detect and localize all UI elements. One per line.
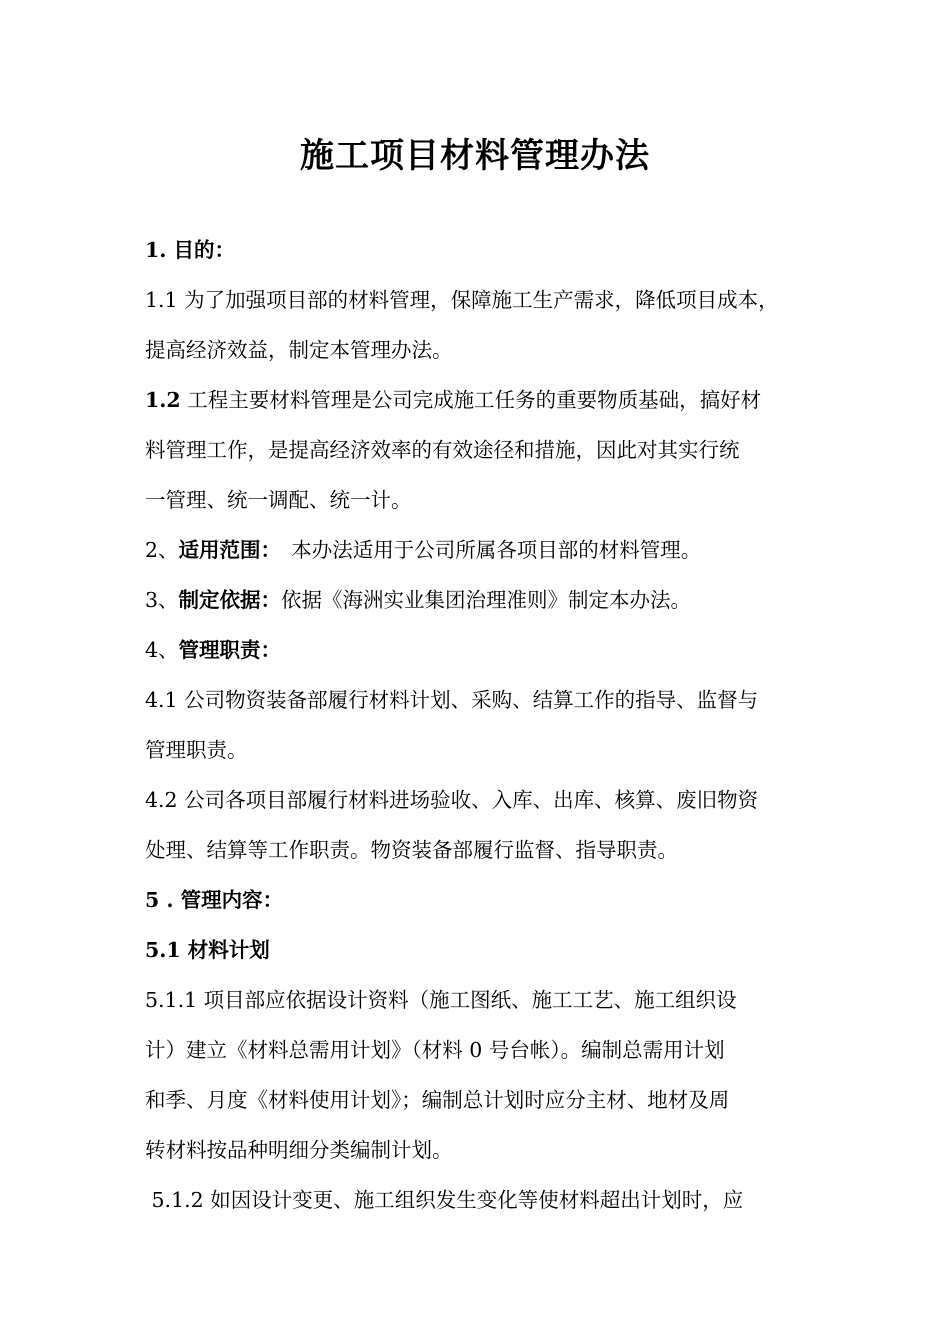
section-3-line <box>145 590 691 611</box>
section-3-number: 3、 <box>145 588 179 612</box>
paragraph-5-1-1-line-1: 5.1.1 项目部应依据设计资料（施工图纸、施工工艺、施工组织设 <box>145 988 737 1012</box>
section-2-heading: 适用范围： <box>178 538 271 562</box>
section-2-body: 本办法适用于公司所属各项目部的材料管理。 <box>270 538 702 562</box>
section-4-heading: 管理职责： <box>178 638 282 662</box>
paragraph-1-2-line-2: 料管理工作，是提高经济效率的有效途径和措施，因此对其实行统 <box>145 438 740 462</box>
paragraph-4-1-line-2: 管理职责。 <box>145 738 248 762</box>
paragraph-4-1-line-1: 4.1 公司物资装备部履行材料计划、采购、结算工作的指导、监督与 <box>145 688 759 712</box>
paragraph-1-1-line-2: 提高经济效益，制定本管理办法。 <box>145 338 453 362</box>
paragraph-5-1-1-line-2: 计）建立《材料总需用计划》（材料 0 号台帐）。编制总需用计划 <box>145 1038 725 1062</box>
section-1-heading: 1. 目的： <box>145 238 236 262</box>
paragraph-4-2-line-2: 处理、结算等工作职责。物资装备部履行监督、指导职责。 <box>145 838 678 862</box>
section-4-line <box>145 640 281 661</box>
section-2-number: 2、 <box>145 538 179 562</box>
paragraph-1-2-text: 工程主要材料管理是公司完成施工任务的重要物质基础，搞好材 <box>180 388 762 412</box>
paragraph-4-2-line-1: 4.2 公司各项目部履行材料进场验收、入库、出库、核算、废旧物资 <box>145 788 759 812</box>
paragraph-1-2-line-1 <box>145 390 761 411</box>
section-3-body: 依据《海洲实业集团治理准则》制定本办法。 <box>281 588 692 612</box>
paragraph-1-1-line-1: 1.1 为了加强项目部的材料管理，保障施工生产需求，降低项目成本， <box>145 288 779 312</box>
section-2-line <box>145 540 701 561</box>
paragraph-5-1-1-line-3: 和季、月度《材料使用计划》；编制总计划时应分主材、地材及周 <box>145 1088 730 1112</box>
section-4-number: 4、 <box>145 638 179 662</box>
section-5-1-heading: 5.1 材料计划 <box>145 938 270 962</box>
paragraph-5-1-2-line-1: 5.1.2 如因设计变更、施工组织发生变化等使材料超出计划时，应 <box>145 1188 744 1212</box>
paragraph-1-2-number: 1.2 <box>145 388 181 412</box>
section-3-heading: 制定依据： <box>178 588 282 612</box>
paragraph-1-2-line-3: 一管理、统一调配、统一计。 <box>145 488 412 512</box>
section-5-heading: 5 . 管理内容： <box>145 888 284 912</box>
paragraph-5-1-1-line-4: 转材料按品种明细分类编制计划。 <box>145 1138 453 1162</box>
document-title: 施工项目材料管理办法 <box>300 136 650 176</box>
